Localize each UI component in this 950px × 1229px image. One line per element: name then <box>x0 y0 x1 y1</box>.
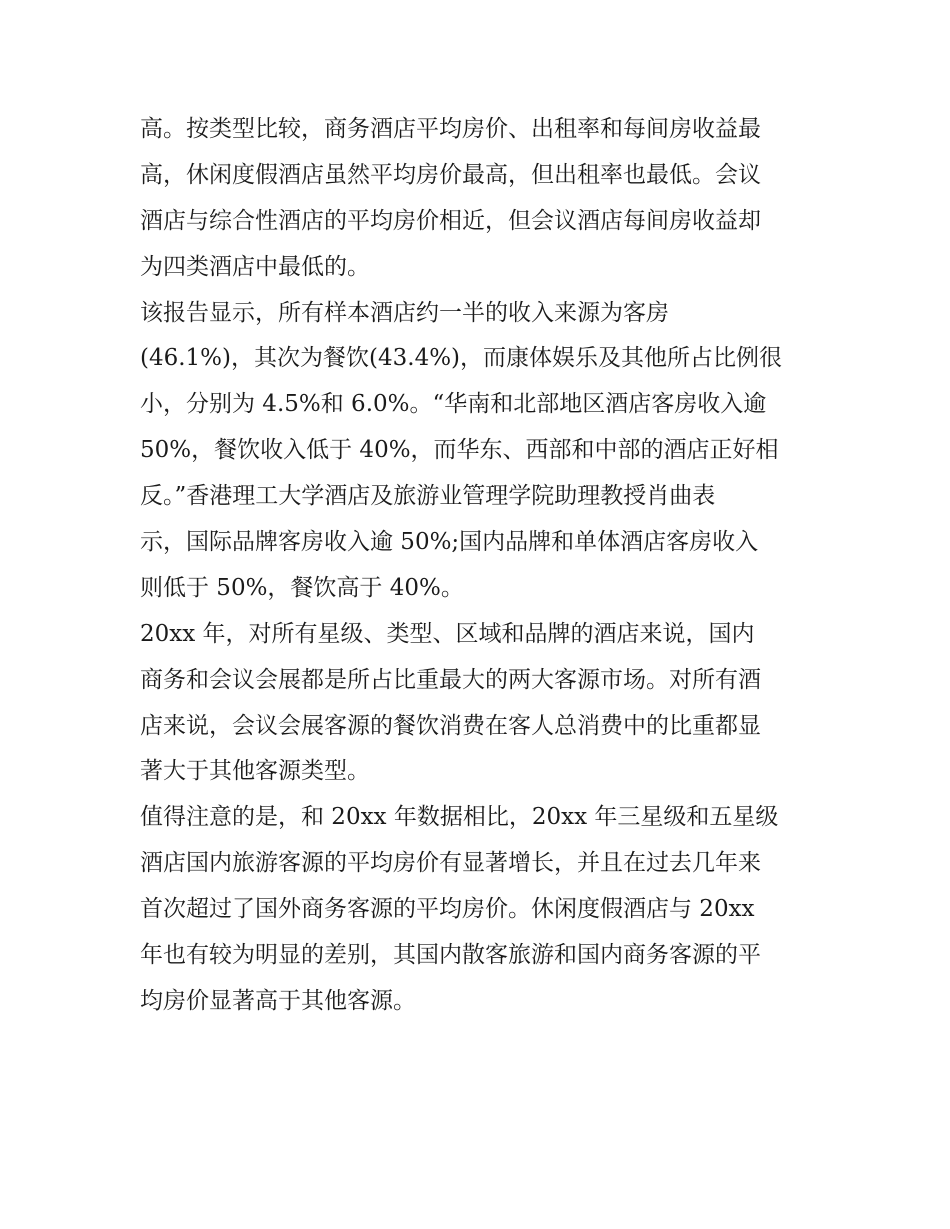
text-line: 店来说，会议会展客源的餐饮消费在客人总消费中的比重都显 <box>140 712 761 739</box>
text-line: 反。”香港理工大学酒店及旅游业管理学院助理教授肖曲表 <box>140 483 716 510</box>
text-line: 该报告显示，所有样本酒店约一半的收入来源为客房 <box>140 299 669 326</box>
text-line: 则低于 50%，餐饮高于 40%。 <box>140 574 464 601</box>
text-line: 示，国际品牌客房收入逾 50%;国内品牌和单体酒店客房收入 <box>140 529 759 556</box>
text-line: 首次超过了国外商务客源的平均房价。休闲度假酒店与 20xx <box>140 896 755 923</box>
body-text <box>140 107 820 1025</box>
text-line: (46.1%)，其次为餐饮(43.4%)，而康体娱乐及其他所占比例很 <box>140 345 783 372</box>
text-line: 为四类酒店中最低的。 <box>140 253 370 280</box>
text-line: 20xx 年，对所有星级、类型、区域和品牌的酒店来说，国内 <box>140 620 755 647</box>
text-line: 均房价显著高于其他客源。 <box>140 987 416 1014</box>
text-line: 值得注意的是，和 20xx 年数据相比，20xx 年三星级和五星级 <box>140 804 779 831</box>
text-line: 50%，餐饮收入低于 40%，而华东、西部和中部的酒店正好相 <box>140 437 779 464</box>
text-line: 著大于其他客源类型。 <box>140 758 370 785</box>
text-line: 高，休闲度假酒店虽然平均房价最高，但出租率也最低。会议 <box>140 161 761 188</box>
text-line: 高。按类型比较，商务酒店平均房价、出租率和每间房收益最 <box>140 116 761 142</box>
text-line: 酒店国内旅游客源的平均房价有显著增长，并且在过去几年来 <box>140 850 761 877</box>
text-line: 酒店与综合性酒店的平均房价相近，但会议酒店每间房收益却 <box>140 207 761 234</box>
text-line: 年也有较为明显的差别，其国内散客旅游和国内商务客源的平 <box>140 942 761 969</box>
text-line: 小，分别为 4.5%和 6.0%。“华南和北部地区酒店客房收入逾 <box>140 391 767 418</box>
text-line: 商务和会议会展都是所占比重最大的两大客源市场。对所有酒 <box>140 666 761 693</box>
